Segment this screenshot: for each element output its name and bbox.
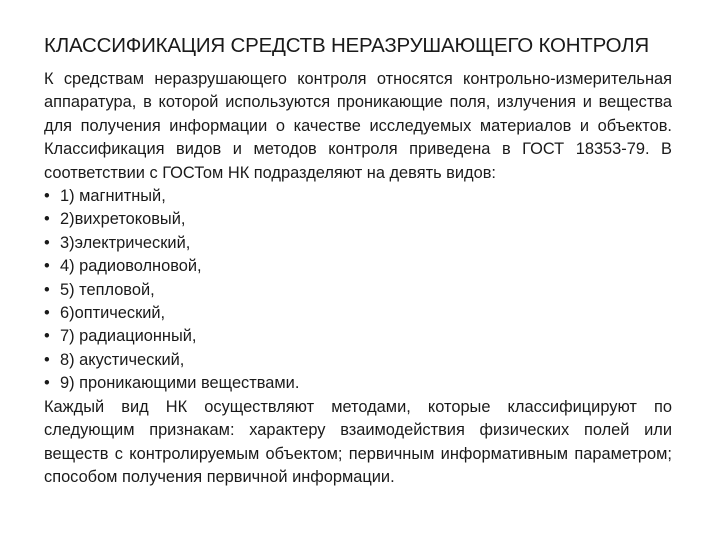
list-item-text: 6)оптический, <box>60 304 166 323</box>
bullet-icon: • <box>44 374 50 393</box>
bullet-icon: • <box>44 350 50 369</box>
list-item <box>44 255 672 278</box>
list-item-text: 4) радиоволновой, <box>60 257 202 276</box>
list-item-text: 3)электрический, <box>60 233 191 252</box>
list-item-text: 7) радиационный, <box>60 327 197 346</box>
bullet-icon: • <box>44 210 50 229</box>
list-item <box>44 325 672 348</box>
list-item <box>44 185 672 208</box>
bullet-icon: • <box>44 257 50 276</box>
bullet-icon: • <box>44 233 50 252</box>
bullet-icon: • <box>44 187 50 206</box>
intro-paragraph: К средствам неразрушающего контроля относятся контрольно-измерительная аппаратура, в которой используются проникающие поля, излучения и вещества для получения информации о качестве исследуемых материалов и объектов. Классификация видов и методов контроля приведена в ГОСТ 18353-79. В соответствии с ГОСТом НК подразделяют на девять видов: <box>44 70 672 182</box>
list-item-text: 2)вихретоковый, <box>60 210 186 229</box>
list-item <box>44 349 672 372</box>
slide-body <box>44 68 672 489</box>
list-item-text: 1) магнитный, <box>60 187 166 206</box>
bullet-icon: • <box>44 304 50 323</box>
bullet-icon: • <box>44 327 50 346</box>
list-item <box>44 279 672 302</box>
list-item <box>44 208 672 231</box>
outro-paragraph: Каждый вид НК осуществляют методами, которые классифицируют по следующим признакам: характеру взаимодействия физических полей или веществ с контролируемым объектом; первичным информативным параметром; способом получения первичной информации. <box>44 397 672 486</box>
slide-title: КЛАССИФИКАЦИЯ СРЕДСТВ НЕРАЗРУШАЮЩЕГО КОНТРОЛЯ <box>44 34 650 57</box>
list-item <box>44 302 672 325</box>
list-item <box>44 372 672 395</box>
list-item-text: 8) акустический, <box>60 350 185 369</box>
list-item-text: 9) проникающими веществами. <box>60 374 300 393</box>
control-types-list <box>44 185 672 396</box>
bullet-icon: • <box>44 280 50 299</box>
list-item <box>44 232 672 255</box>
list-item-text: 5) тепловой, <box>60 280 155 299</box>
